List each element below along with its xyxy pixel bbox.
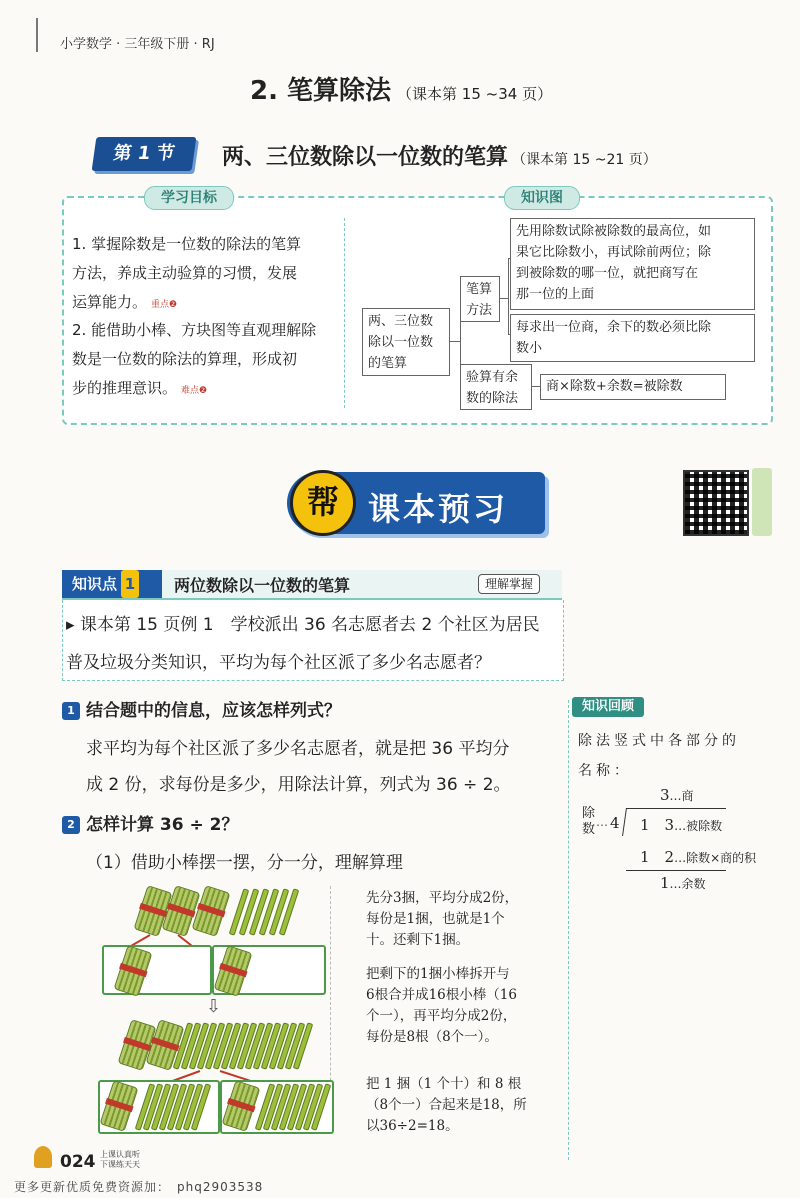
review-product xyxy=(640,846,756,867)
product-label: …除数×商的积 xyxy=(674,851,757,865)
question-2 xyxy=(62,810,239,835)
chapter-pages: （课本第 15 ~34 页） xyxy=(397,85,553,103)
goal-item-2 xyxy=(72,316,340,406)
divisor-digit: 4 xyxy=(610,814,620,832)
page-slogan xyxy=(100,1150,140,1170)
map-branch-method-line-1: 笔算 xyxy=(466,282,493,297)
question-2-title: 怎样计算 36 ÷ 2？ xyxy=(86,815,239,835)
kp-level-tag: 理解掌握 xyxy=(478,574,540,594)
map-branch-method xyxy=(460,276,500,322)
qr-code-icon[interactable] xyxy=(683,470,749,536)
map-leaf-remainder-rule xyxy=(510,314,755,362)
answer-1-line-1: 求平均为每个社区派了多少名志愿者，就是把 36 平均分 xyxy=(86,739,510,759)
note-1-line-2: 每份是1捆，也就是1个 xyxy=(366,911,505,927)
section-title-text: 两、三位数除以一位数的笔算 xyxy=(222,145,509,170)
map-branch-check-line-1: 验算有余 xyxy=(466,370,519,385)
question-1-title: 结合题中的信息，应该怎样列式？ xyxy=(86,701,341,721)
review-remainder xyxy=(660,874,706,892)
source-footer: 更多更新优质免费资源加： phq2903538 xyxy=(14,1180,264,1194)
goals-map-panel xyxy=(62,190,773,425)
dividend-label-text: 被除数 xyxy=(686,819,723,833)
goal-2-line-3-text: 步的推理意识。 xyxy=(72,379,178,397)
divisor-label-1: 除 xyxy=(582,806,596,821)
question-2-sub: （1）借助小棒摆一摆，分一分，理解算理 xyxy=(86,853,403,873)
dividend-label: …被除数 xyxy=(674,819,723,833)
key-point-mark: 重点❷ xyxy=(151,300,178,310)
map-branch-check-line-2: 数的除法 xyxy=(466,391,519,406)
map-branch-method-line-2: 方法 xyxy=(466,303,493,318)
answer-1-line-2: 成 2 份，求每份是多少，用除法计算，列式为 36 ÷ 2。 xyxy=(86,775,511,795)
goal-1-line-2: 方法，养成主动验算的习惯，发展 xyxy=(72,264,298,282)
remainder-digit: 1 xyxy=(660,874,670,892)
side-divider xyxy=(568,700,570,1160)
goal-item-1 xyxy=(72,230,340,320)
note-1-line-1: 先分3捆，平均分成2份， xyxy=(366,890,519,906)
map-connector xyxy=(500,298,508,299)
map-leaf1-line-3: 到被除数的哪一位，就把商写在 xyxy=(516,266,699,281)
map-leaf-method-rule xyxy=(510,218,755,310)
map-connector xyxy=(532,386,540,387)
goal-2-line-1: 2. 能借助小棒、方块图等直观理解除 xyxy=(72,321,317,339)
note-3-line-1: 把 1 捆（1 个十）和 8 根 xyxy=(366,1076,522,1092)
map-root xyxy=(362,308,450,376)
divisor-label xyxy=(582,806,595,838)
note-2-line-3: 个一），再平均分成2份， xyxy=(366,1008,517,1024)
product-digits: 1 2 xyxy=(640,848,675,866)
arrow-down-icon: ⇩ xyxy=(206,996,222,1017)
quotient-digit: 3 xyxy=(660,786,670,804)
section-pages: （课本第 15 ~21 页） xyxy=(512,152,657,168)
example-line-1: ▸ 课本第 15 页例 1 学校派出 36 名志愿者去 2 个社区为居民 xyxy=(66,615,540,635)
map-leaf-check-formula: 商×除数+余数=被除数 xyxy=(540,374,726,400)
map-leaf2-line-1: 每求出一位商，余下的数必须比除 xyxy=(516,320,712,335)
note-1-line-3: 十。还剩下1捆。 xyxy=(366,932,470,948)
note-2 xyxy=(366,964,556,1048)
division-bar xyxy=(626,808,726,809)
map-leaf1-line-1: 先用除数试除被除数的最高位，如 xyxy=(516,224,712,239)
kp-title: 两位数除以一位数的笔算 xyxy=(174,576,351,595)
quotient-label: …商 xyxy=(669,789,694,803)
qr-side-strip xyxy=(752,468,772,536)
page-number: 024 xyxy=(60,1152,96,1172)
note-3-line-3: 以36÷2=18。 xyxy=(366,1118,459,1134)
panel-divider xyxy=(344,218,346,408)
note-1 xyxy=(366,888,556,951)
review-line-1: 除法竖式中各部分的 xyxy=(578,733,740,749)
kp-number: 1 xyxy=(121,570,139,598)
map-branch-check xyxy=(460,364,532,410)
divisor-dots: … xyxy=(596,815,608,829)
goals-tag: 学习目标 xyxy=(144,186,234,210)
map-leaf1-line-2: 果它比除数小，再试除前两位；除 xyxy=(516,245,712,260)
map-root-line-3: 的笔算 xyxy=(368,356,408,371)
map-connector xyxy=(508,258,509,334)
page-slogan-line-2: 下课练天天 xyxy=(100,1160,140,1169)
review-quotient xyxy=(660,786,694,804)
goal-2-line-2: 数是一位数的除法的算理，形成初 xyxy=(72,350,298,368)
question-number-icon: 1 xyxy=(62,702,80,720)
map-root-line-1: 两、三位数 xyxy=(368,314,434,329)
map-leaf1-line-4: 那一位的上面 xyxy=(516,287,595,302)
question-number-icon: 2 xyxy=(62,816,80,834)
subtraction-line xyxy=(626,870,726,871)
difficult-point-mark: 难点❷ xyxy=(181,386,208,396)
division-bracket xyxy=(622,808,627,836)
goal-1-line-1: 1. 掌握除数是一位数的除法的笔算 xyxy=(72,235,302,253)
remainder-label-text: 余数 xyxy=(681,877,706,891)
question-1 xyxy=(62,696,341,721)
chapter-title xyxy=(250,70,552,107)
map-tag: 知识图 xyxy=(504,186,580,210)
goal-2-line-3 xyxy=(72,374,340,406)
header-rule xyxy=(36,18,38,52)
review-dividend xyxy=(640,814,722,835)
banner-char: 帮 xyxy=(290,470,356,536)
map-root-line-2: 除以一位数 xyxy=(368,335,434,350)
dividend-digits: 1 3 xyxy=(640,816,675,834)
section-badge: 第 1 节 xyxy=(92,137,197,171)
note-3-line-2: （8个一）合起来是18，所 xyxy=(366,1097,527,1113)
example-line-2: 普及垃圾分类知识，平均为每个社区派了多少名志愿者？ xyxy=(66,653,491,673)
map-connector xyxy=(450,341,460,342)
goal-1-line-3-text: 运算能力。 xyxy=(72,293,148,311)
kp-badge xyxy=(62,570,162,598)
mascot-icon xyxy=(34,1146,52,1168)
book-header: 小学数学 · 三年级下册 · RJ xyxy=(60,37,215,52)
remainder-label: …余数 xyxy=(669,877,706,891)
kp-badge-text: 知识点 xyxy=(72,575,118,593)
page-slogan-line-1: 上课认真听 xyxy=(100,1150,140,1159)
chapter-title-text: 2. 笔算除法 xyxy=(250,76,392,106)
note-2-line-4: 每份是8根（8个一）。 xyxy=(366,1029,498,1045)
review-tag: 知识回顾 xyxy=(572,697,644,717)
divisor-label-2: 数 xyxy=(582,822,596,837)
quotient-label-text: 商 xyxy=(681,789,694,803)
note-3 xyxy=(366,1074,556,1137)
note-2-line-2: 6根合并成16根小棒（16 xyxy=(366,987,517,1003)
map-leaf2-line-2: 数小 xyxy=(516,341,543,356)
section-title xyxy=(222,140,657,171)
product-label-text: 除数×商的积 xyxy=(686,851,757,865)
banner-title: 课本预习 xyxy=(368,490,509,528)
note-2-line-1: 把剩下的1捆小棒拆开与 xyxy=(366,966,510,982)
review-line-2: 名称： xyxy=(578,763,632,779)
